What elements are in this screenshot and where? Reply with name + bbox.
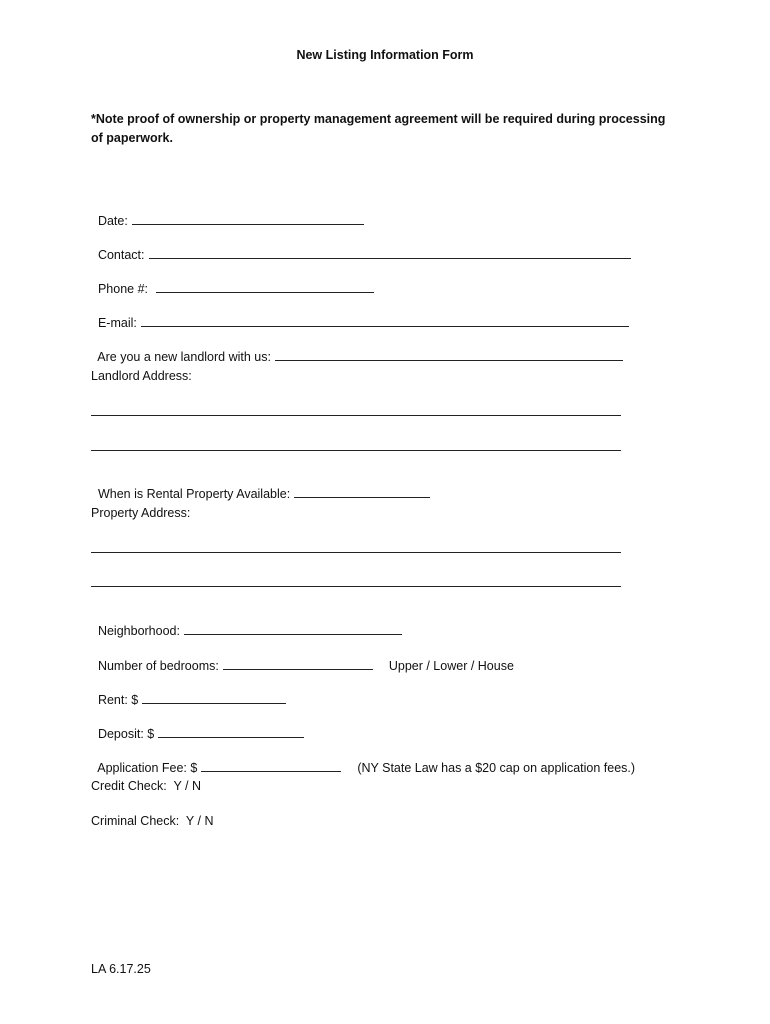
contact-field[interactable]: [149, 246, 631, 259]
rent-row: [91, 677, 286, 707]
available-label: When is Rental Property Available:: [97, 487, 291, 501]
date-row: [91, 198, 364, 228]
date-label: Date:: [97, 214, 128, 228]
neighborhood-row: [91, 608, 402, 638]
new-landlord-row: [91, 334, 623, 364]
deposit-label: Deposit: $: [97, 727, 155, 741]
ownership-note: *Note proof of ownership or property management agreement will be required during processing of paperwork.: [91, 112, 666, 145]
application-fee-row: [91, 745, 635, 775]
available-field[interactable]: [294, 485, 430, 498]
phone-field[interactable]: [156, 280, 374, 293]
deposit-field[interactable]: [158, 725, 304, 738]
email-row: [91, 300, 629, 330]
form-version-footer: LA 6.17.25: [91, 962, 151, 976]
rent-field[interactable]: [142, 691, 286, 704]
application-fee-field[interactable]: [201, 759, 341, 772]
email-field[interactable]: [141, 314, 629, 327]
bedrooms-label: Number of bedrooms:: [97, 659, 219, 673]
property-address-label: Property Address:: [91, 506, 191, 520]
neighborhood-field[interactable]: [184, 622, 402, 635]
contact-label: Contact:: [97, 248, 145, 262]
email-label: E-mail:: [97, 316, 137, 330]
date-field[interactable]: [132, 212, 364, 225]
bedrooms-field[interactable]: [223, 657, 373, 670]
bedrooms-row: [91, 643, 514, 673]
new-landlord-label: Are you a new landlord with us:: [97, 350, 271, 364]
available-row: [91, 471, 430, 501]
phone-label: Phone #:: [97, 282, 148, 296]
fee-cap-note: (NY State Law has a $20 cap on application fees.): [357, 761, 636, 775]
landlord-address-label: Landlord Address:: [91, 369, 192, 383]
rent-label: Rent: $: [97, 693, 139, 707]
deposit-row: [91, 711, 304, 741]
property-address-line-1[interactable]: [91, 552, 621, 553]
criminal-check-row[interactable]: Criminal Check: Y / N: [91, 814, 214, 828]
landlord-address-line-2[interactable]: [91, 450, 621, 451]
new-landlord-field[interactable]: [275, 348, 623, 361]
landlord-address-line-1[interactable]: [91, 415, 621, 416]
application-fee-label: Application Fee: $: [97, 761, 198, 775]
property-address-line-2[interactable]: [91, 586, 621, 587]
credit-check-row[interactable]: Credit Check: Y / N: [91, 779, 201, 793]
neighborhood-label: Neighborhood:: [97, 624, 180, 638]
unit-type-options[interactable]: Upper / Lower / House: [388, 659, 514, 673]
contact-row: [91, 232, 631, 262]
phone-row: [91, 266, 374, 296]
form-title: New Listing Information Form: [296, 48, 474, 62]
